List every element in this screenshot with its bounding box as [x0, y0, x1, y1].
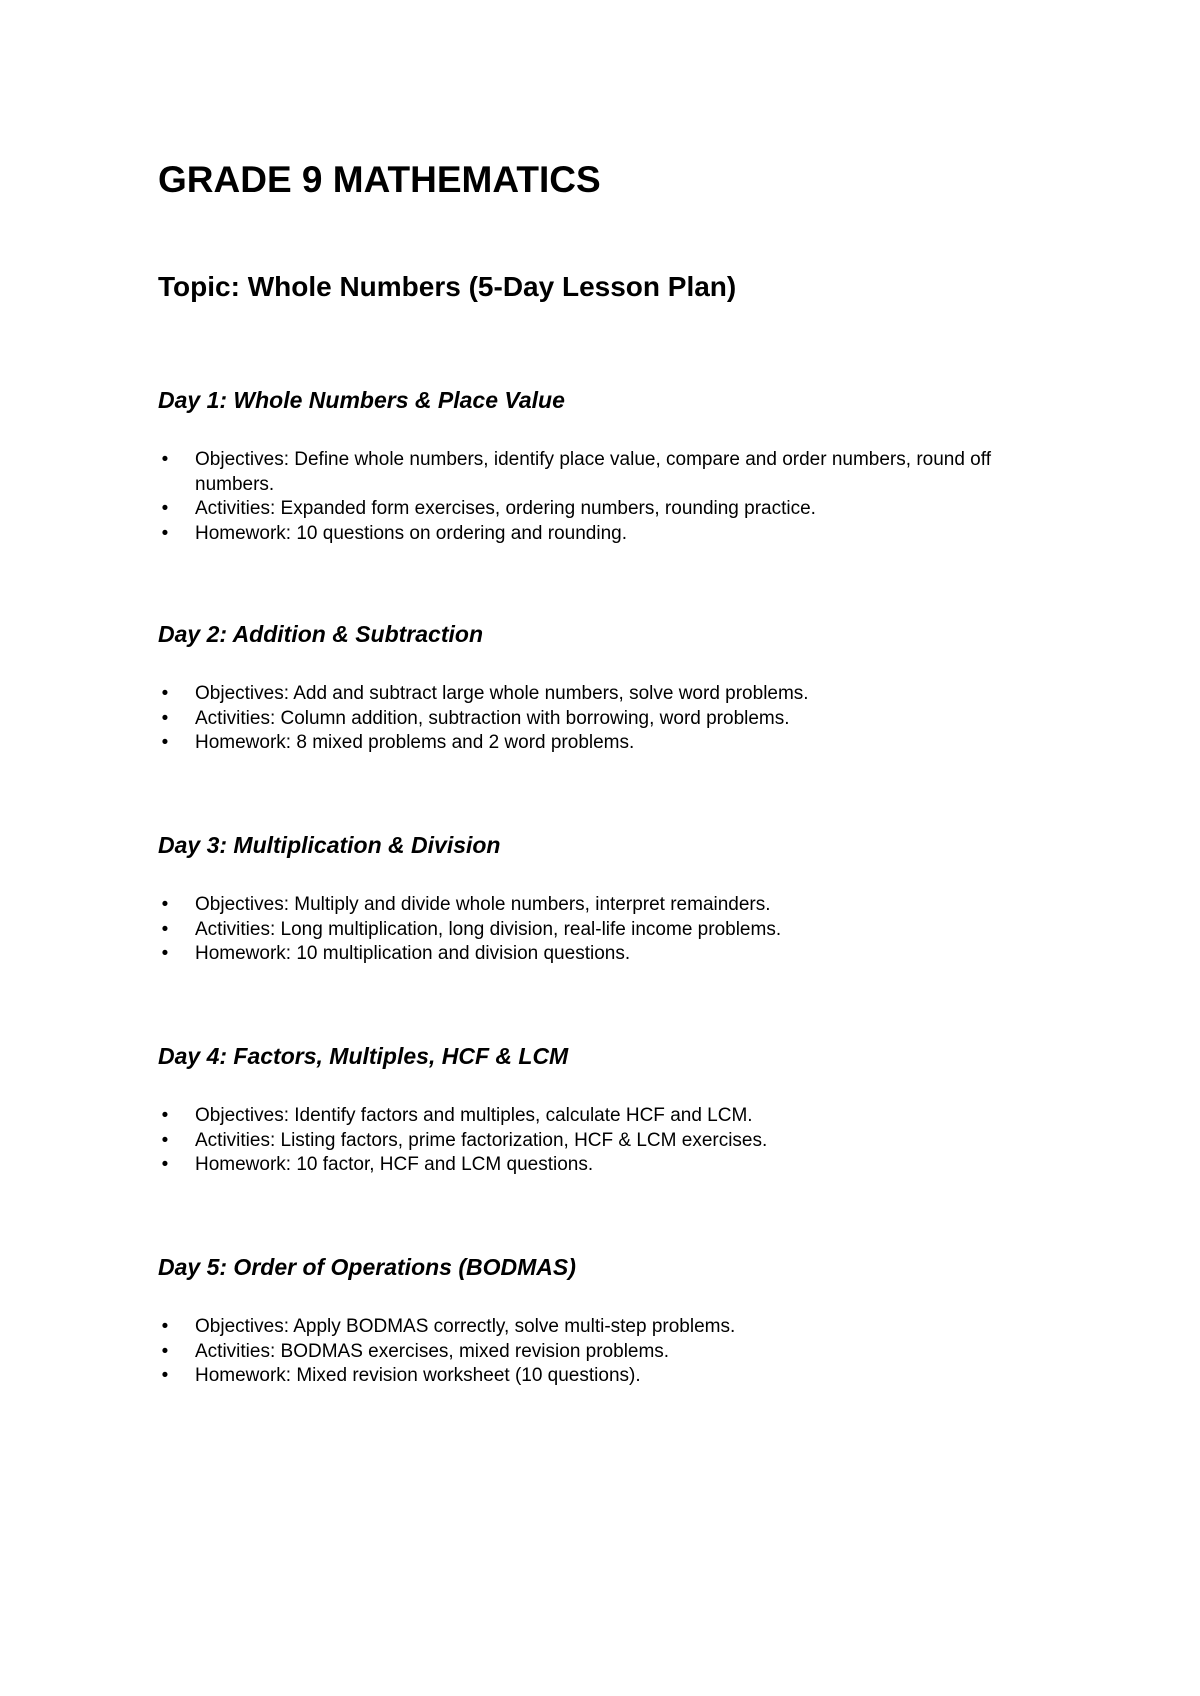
day-3-objectives	[158, 893, 1058, 918]
list-item-text: Homework: 10 questions on ordering and rounding.	[195, 522, 627, 544]
day-1-heading: Day 1: Whole Numbers & Place Value	[158, 387, 565, 413]
day-3-section	[158, 831, 1058, 967]
bullet-icon: •	[161, 522, 169, 544]
day-4-section	[158, 1042, 1058, 1178]
list-item-text: Homework: 8 mixed problems and 2 word problems.	[195, 732, 635, 753]
list-item-text: Homework: 10 factor, HCF and LCM questions.	[195, 1154, 594, 1175]
bullet-icon: •	[161, 707, 169, 729]
day-5-homework	[158, 1364, 1058, 1389]
list-item-text: Objectives: Identify factors and multiples, calculate HCF and LCM.	[195, 1105, 753, 1126]
bullet-icon: •	[161, 683, 169, 704]
bullet-icon: •	[161, 732, 169, 753]
day-2-heading: Day 2: Addition & Subtraction	[158, 621, 483, 647]
day-2-objectives	[158, 682, 1058, 707]
bullet-icon: •	[161, 1105, 169, 1126]
list-item-text: Objectives: Multiply and divide whole numbers, interpret remainders.	[195, 894, 771, 915]
day-2-list	[158, 682, 1058, 756]
day-4-list	[158, 1104, 1058, 1178]
day-2-section	[158, 620, 1058, 756]
bullet-icon: •	[161, 1154, 169, 1175]
day-5-objectives	[158, 1315, 1058, 1340]
day-3-heading: Day 3: Multiplication & Division	[158, 832, 501, 858]
day-4-objectives	[158, 1104, 1058, 1129]
list-item-text: Activities: Listing factors, prime factorization, HCF & LCM exercises.	[195, 1129, 768, 1151]
day-5-section	[158, 1253, 1058, 1389]
day-2-homework	[158, 731, 1058, 756]
day-5-activities	[158, 1340, 1058, 1365]
day-3-list	[158, 893, 1058, 967]
bullet-icon: •	[161, 943, 169, 964]
day-1-activities	[158, 497, 1058, 522]
day-1-objectives	[158, 448, 1058, 497]
day-5-heading: Day 5: Order of Operations (BODMAS)	[158, 1254, 576, 1280]
list-item-text: Objectives: Define whole numbers, identify place value, compare and order numbers, round off numbers.	[195, 449, 991, 495]
day-3-activities	[158, 918, 1058, 943]
bullet-icon: •	[161, 918, 169, 940]
bullet-icon: •	[161, 498, 169, 519]
list-item-text: Homework: Mixed revision worksheet (10 questions).	[195, 1365, 641, 1386]
list-item-text: Objectives: Apply BODMAS correctly, solve multi-step problems.	[195, 1316, 736, 1337]
bullet-icon: •	[161, 449, 169, 470]
list-item-text: Homework: 10 multiplication and division questions.	[195, 943, 631, 964]
day-2-activities	[158, 707, 1058, 732]
bullet-icon: •	[161, 1129, 169, 1151]
topic-heading: Topic: Whole Numbers (5-Day Lesson Plan)	[158, 271, 737, 302]
bullet-icon: •	[161, 894, 169, 915]
bullet-icon: •	[161, 1340, 169, 1362]
day-4-homework	[158, 1153, 1058, 1178]
document-title: GRADE 9 MATHEMATICS	[158, 159, 601, 200]
list-item-text: Activities: Column addition, subtraction with borrowing, word problems.	[195, 707, 790, 729]
day-5-list	[158, 1315, 1058, 1389]
day-4-activities	[158, 1129, 1058, 1154]
day-3-homework	[158, 942, 1058, 967]
list-item-text: Objectives: Add and subtract large whole numbers, solve word problems.	[195, 683, 809, 704]
day-1-homework	[158, 522, 1058, 547]
list-item-text: Activities: Long multiplication, long division, real-life income problems.	[195, 918, 782, 940]
list-item-text: Activities: Expanded form exercises, ordering numbers, rounding practice.	[195, 498, 816, 519]
bullet-icon: •	[161, 1316, 169, 1337]
day-4-heading: Day 4: Factors, Multiples, HCF & LCM	[158, 1043, 569, 1069]
list-item-text: Activities: BODMAS exercises, mixed revision problems.	[195, 1340, 670, 1362]
day-1-list	[158, 448, 1058, 546]
bullet-icon: •	[161, 1365, 169, 1386]
day-1-section	[158, 386, 1058, 546]
